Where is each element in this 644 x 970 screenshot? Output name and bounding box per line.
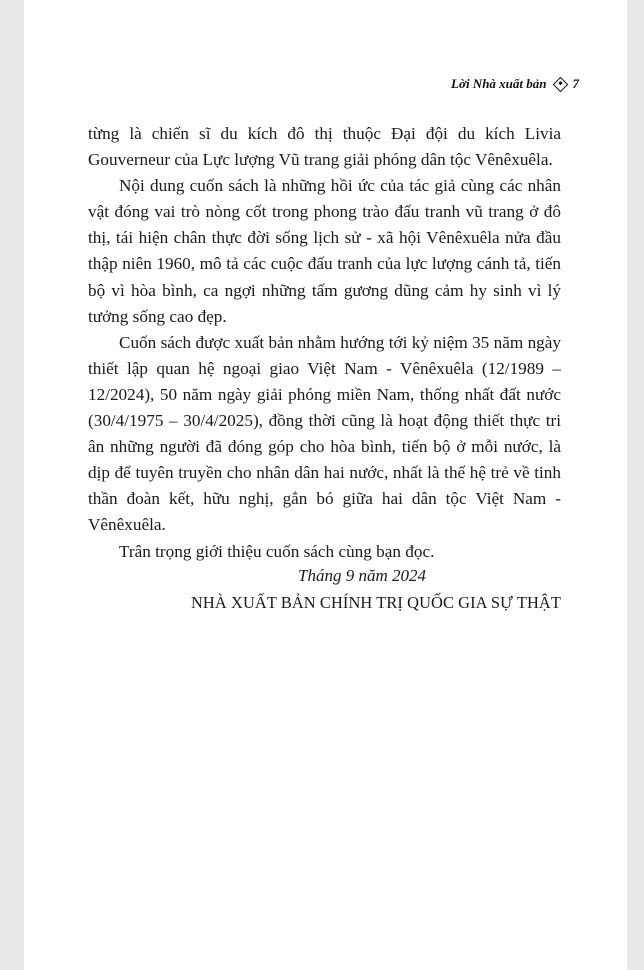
- paragraph-closing: Trân trọng giới thiệu cuốn sách cùng bạn đọc.: [119, 541, 435, 561]
- page-number: 7: [572, 76, 579, 91]
- body-text: [88, 121, 561, 565]
- signature-publisher: NHÀ XUẤT BẢN CHÍNH TRỊ QUỐC GIA SỰ THẬT: [191, 593, 561, 612]
- diamond-ornament-icon: [552, 76, 568, 92]
- paragraph-continuation: từng là chiến sĩ du kích đô thị thuộc Đại đội du kích Livia Gouverneur của Lực lượng Vũ trang giải phóng dân tộc Vênêxuêla.: [88, 124, 561, 170]
- paragraph-content-summary: Nội dung cuốn sách là những hồi ức của tác giả cùng các nhân vật đóng vai trò nòng cốt trong phong trào đấu tranh vũ trang ở đô thị, tái hiện chân thực đời sống lịch sử - xã hội Vênêxuêla nửa đầu thập niên 1960, mô tả các cuộc đấu tranh của lực lượng cánh tả, tiến bộ vì hòa bình, ca ngợi những tấm gương dũng cảm hy sinh vì lý tưởng sống cao đẹp.: [88, 176, 561, 326]
- running-title: Lời Nhà xuất bản: [451, 76, 547, 91]
- signature-date: Tháng 9 năm 2024: [298, 566, 426, 585]
- paragraph-publication-purpose: Cuốn sách được xuất bản nhằm hướng tới kỷ niệm 35 năm ngày thiết lập quan hệ ngoại giao Việt Nam - Vênêxuêla (12/1989 – 12/2024), 50 năm ngày giải phóng miền Nam, thống nhất đất nước (30/4/1975 – 30/4/2025), đồng thời cũng là hoạt động thiết thực tri ân những người đã đóng góp cho hòa bình, tiến bộ ở mỗi nước, là dịp để tuyên truyền cho nhân dân hai nước, nhất là thế hệ trẻ về tinh thần đoàn kết, hữu nghị, gắn bó giữa hai dân tộc Việt Nam - Vênêxuêla.: [88, 332, 561, 535]
- running-header: [451, 76, 579, 92]
